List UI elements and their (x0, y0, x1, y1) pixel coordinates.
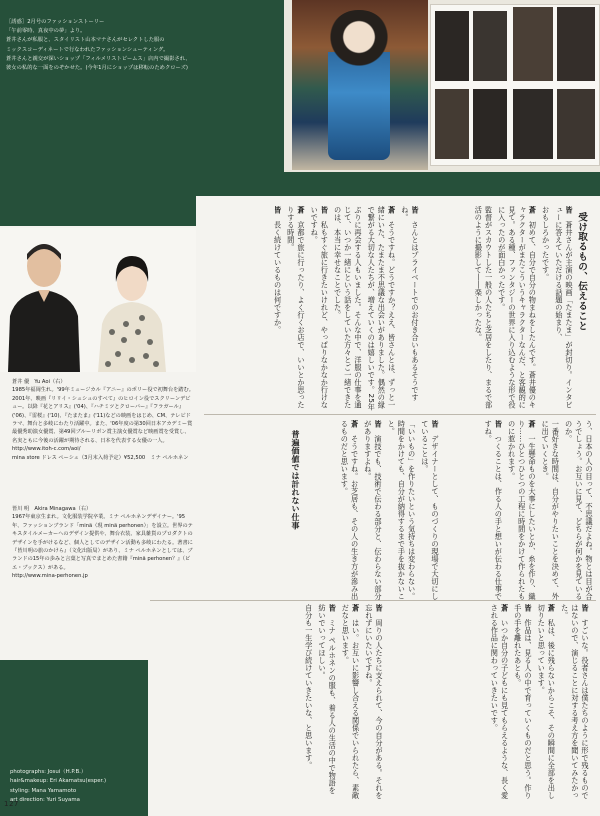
article-paragraph (506, 420, 537, 600)
article-paragraph (536, 604, 556, 800)
paragraph-text: 蒼井さんが主演の映画「たまたま」が封切り。インタビューに答えていただける話題の始まり、 (554, 206, 574, 409)
article-paragraph (473, 206, 493, 412)
contact-frame (435, 11, 469, 81)
bio-note: mina store ドレス ペーシュ（3月末入荷予定）¥52,500 ミナ ペルホネン (12, 454, 189, 461)
article-column (392, 604, 590, 800)
speaker-label: 皆 (431, 420, 440, 428)
speaker-label: 蒼 (547, 604, 557, 612)
speaker-label: 蒼 (528, 206, 538, 214)
paragraph-text: 監督がスカウトした一般の人たちと芝居をしたり、まるで部活のように撮影して――楽しかったな。 (474, 206, 494, 409)
article-paragraph (304, 604, 314, 800)
article-paragraph (513, 604, 533, 800)
paragraph-text: 「いいもの」を作りたいという気持ちは変わらない。時間をかけても、自分が納得するまで手を抜かないこと。 (387, 420, 417, 600)
paragraph-text: う、日本の人の目って、不思議だよね。物とは目が合うでしょう。お互いに見て、どちらが何かを見ているのか。 (564, 420, 594, 600)
article-column (428, 206, 574, 412)
paragraph-text: 私もすぐ旅に行きたいけれど、やっぱりなかなか行けないですね。 (310, 206, 330, 409)
paragraph-text: ミナ ペルホネンの服も、着る人の生活の中で物語を紡いでいってほしい。 (317, 604, 338, 795)
article-paragraph (272, 206, 282, 412)
article-paragraph (559, 604, 590, 800)
article-paragraph (366, 206, 397, 412)
paragraph-text: 自分も一生学び続けていきたいな、と思います。 (304, 604, 314, 769)
credit-styling: styling: Mana Yamamoto (10, 787, 77, 794)
model-in-blue-dress-image (328, 10, 390, 160)
contact-frame (513, 89, 553, 159)
paragraph-text: 周りの人たちに支えられて、今の自分がある。それを忘れずにいたいですね。 (364, 604, 384, 799)
fashion-story-caption: ［誘惑］2月号のファッションストーリー 「午前零時、真夜中の夢」より。 蒼井さんが私服と、スタイリスト山本マナさんがセレクトした服の ミックスコーディネートで行なわれたファッションシューティング。 蒼井さんと親交が深いショップ「フィルメリストビームス」店内で撮影され、 彼女の私的な一面をのぞかせた。(今年1月にショップは移転のためクローズ) (6, 19, 191, 72)
speaker-label: 皆 (375, 604, 384, 612)
bio-url[interactable]: http://www.itoh-c.com/aoi/ (12, 446, 81, 453)
article-column (156, 604, 384, 800)
article-paragraph (340, 604, 360, 800)
article-paragraph (317, 604, 337, 800)
bio-text: 1967年東京生まれ。文化服装学院卒業。ミナ ペルホネンデザイナー。'95年、ファッションブランド「minä（現 minä perhonen）」を設立。世界のテキスタイルメーカーへのデザイン提供や、舞台衣装、家具雑貨のプロダクトのデザインを手がけるなど、個人としてのデザイン活動も多岐にわたる。著書に『皆川明の旅のかけら』（文化出版局）があり、ミナ ペルホネンとしては、ブランドの15年の歩みと言葉と写真でまとめた書籍『minä perhonen？』（ピエ・ブックス）がある。 (12, 514, 193, 571)
speaker-label: 皆 (581, 604, 590, 612)
article-paragraph (489, 604, 509, 800)
article-paragraph (540, 420, 560, 600)
paragraph-text: すごいな。役者さんは僕たちのように形で残るものではないので、演じることに対する考え方を聞いてみたかった。 (560, 604, 590, 799)
speaker-label: 蒼 (350, 420, 360, 428)
green-accent-band (0, 196, 196, 226)
paragraph-text: つくることは、作る人の手と想いが伝わる仕事ですね。 (484, 420, 504, 600)
article-paragraph (364, 604, 384, 800)
bio-name: 蒼井 優 Yu Aoi（右） (12, 379, 66, 385)
credit-photographs: photographs: Josui（H.P.B.） (10, 769, 87, 775)
paragraph-text: デザイナーとして、ものづくりの現場で大切にしていることは。 (420, 420, 440, 600)
article-paragraph (483, 420, 503, 600)
paragraph-text: 京都で旅に行ったり、よく行くお店で、いいとか思ったりする時間。 (286, 206, 306, 409)
bio-text: 1985年福岡生れ。'99年ミュージカル『アニー』のポリー役で初舞台を踏む。2001年、映画『リリイ・シュシュのすべて』のヒロイン役でスクリーンデビュー。以降『花とアリス』('04)、『ハチミツとクローバー』『フラガール』('06)、『雷桜』('10)、『たまたま』('11)などの映画をはじめ、CM、テレビドラマ、舞台と多岐にわたり活躍中。また、'06年度の第30回日本アカデミー賞最優秀助演女優賞、第49回ブルーリボン賞主演女優賞など映画賞を受賞し、名実ともに今後の活躍が期待される、日本を代表する女優の一人。 (12, 387, 194, 444)
bio-url[interactable]: http://www.mina-perhonen.jp (12, 573, 88, 580)
paragraph-text: そうですね。お芝居も、その人の生き方が滲み出るものだと思います。 (340, 420, 360, 600)
portrait-photo (0, 228, 196, 372)
paragraph-text: はい。お互いに影響し合える関係でいられたら、素敵だなと思います。 (341, 604, 361, 799)
speaker-label: 蒼 (387, 206, 397, 214)
section-heading: 普遍価値では計れない仕事 (291, 430, 300, 530)
speaker-label: 蒼 (296, 206, 306, 214)
contact-frame (435, 89, 469, 159)
paragraph-text: おもしろかったです。 (541, 206, 551, 281)
speaker-label: 皆 (565, 206, 574, 214)
paragraph-text: さんとはプライベートでのお付き合いもあるそうですね。 (400, 206, 420, 401)
contact-sheet-photo (430, 4, 600, 166)
credit-art-direction: art direction: Yuri Suyama (10, 796, 80, 803)
speaker-label: 皆 (328, 604, 338, 612)
article-paragraph (400, 206, 420, 412)
green-accent-band (430, 174, 600, 196)
paragraph-text: 私は、後に残らないからこそ、その瞬間に全部を出し切りたいと思っています。 (537, 604, 557, 799)
article-paragraph (332, 206, 363, 412)
article-paragraph (497, 206, 538, 412)
article-paragraph (420, 420, 440, 600)
article-paragraph (309, 206, 329, 412)
speaker-label: 蒼 (500, 604, 510, 612)
credit-hair-makeup: hair&makeup: Eri Akamatsu(esper.) (10, 778, 107, 785)
paragraph-text: 一番好きな時間は、自分がやりたいことを決めて、外に出ていくとき。 (541, 420, 561, 600)
article-paragraph (339, 420, 359, 600)
article-paragraph (286, 206, 306, 412)
man-shirt (8, 290, 80, 372)
contact-frame (557, 89, 595, 159)
contact-frame (557, 7, 595, 81)
contact-frame (473, 11, 507, 81)
paragraph-text: そうですね。どうですか？ええ、皆さんとは、ずっと一緒にいた、たまたま不思議な出会いがありました。偶然の縁で繋がる大切な人たちが、増えていくのは嬉しいです。25年 (367, 206, 397, 411)
article-column (206, 206, 420, 412)
speaker-label: 皆 (373, 420, 383, 428)
speaker-label: 蒼 (351, 604, 361, 612)
bio-yu-aoi (12, 378, 194, 462)
photo-credits (10, 768, 150, 805)
paragraph-text: ぶりに再会する人もいました。そんな中で、洋服の仕事を通じて、いつか一緒にという話をしていた方々とご一緒できたのは、本当に幸せなことでした。 (333, 206, 363, 409)
speaker-label: 皆 (273, 206, 283, 214)
article-column (206, 420, 440, 600)
speaker-label: 皆 (320, 206, 330, 214)
article-paragraph (386, 420, 417, 600)
column-divider (150, 600, 596, 601)
bio-akira-minagawa (12, 505, 194, 581)
speaker-label: 皆 (411, 206, 420, 214)
paragraph-text: いつか自分の子どもにも見てもらえるような、長く愛される作品に関わっていきたいです。 (490, 604, 510, 799)
paragraph-text: 作品は、見る人の中で育っていくものだと思う。作り手の手を離れたあとも。 (513, 604, 533, 799)
paragraph-text: 長く続けているものは何ですか。 (273, 221, 283, 334)
page-number: 127 (4, 800, 19, 808)
column-divider (204, 414, 596, 415)
paragraph-text: 初めて、自分で自分の物まねをしたんです。蒼井優のキャラクターがまたこういうキャラクターなんだ、と客観的に見て。ある種、ファンタジーの世界に入り込むような形で役に入ったのが面白かったです。 (497, 206, 538, 409)
bio-name: 皆川 明 Akira Minagawa（右） (12, 506, 92, 512)
contact-frame (513, 7, 553, 81)
article-paragraph (563, 420, 594, 600)
paragraph-text: 一生懸命ものを大事にしたいとか、糸を作り、織り……ひとつひとつの工程に時間をかけて作られたものに惹かれます。 (507, 420, 537, 600)
article-paragraph (540, 206, 550, 412)
article-paragraph (363, 420, 383, 600)
article-paragraph (554, 206, 574, 412)
speaker-label: 蒼 (527, 420, 537, 428)
speaker-label: 皆 (523, 604, 533, 612)
article-heading: 受け取るもの、伝えること (576, 212, 587, 331)
paragraph-text: 演技でも、技術で伝わる部分と、伝わらない部分がありますよね。 (363, 420, 383, 600)
contact-frame (473, 89, 507, 159)
article-column (448, 420, 594, 600)
portrait-illustration (0, 228, 196, 372)
speaker-label: 皆 (494, 420, 504, 428)
